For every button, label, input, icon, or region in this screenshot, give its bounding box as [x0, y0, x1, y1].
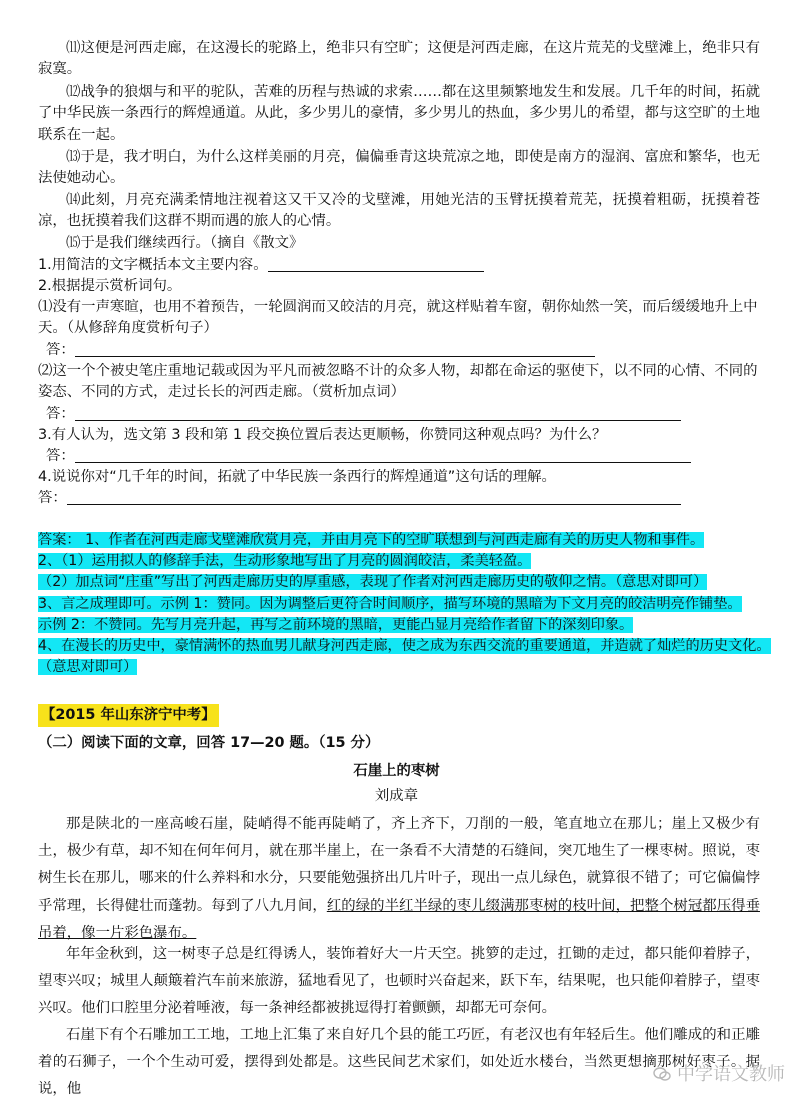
answer-key-line-4: 3、言之成理即可。示例 1：赞同。因为调整后更符合时间顺序，描写环境的黑暗为下文月亮的皎洁明亮作铺垫。 — [38, 596, 742, 612]
article-paragraph-2: 年年金秋到，这一树枣子总是红得诱人，装饰着好大一片天空。挑箩的走过，扛锄的走过，都只能仰着脖子，望枣兴叹；城里人颠簸着汽车前来旅游，猛地看见了，也顿时兴奋起来，跃下车，结果呢，也只能仰着脖子，望枣兴叹。他们口腔里分泌着唾液，每一条神经都被挑逗得打着颤颤，却都无可奈何。 — [38, 946, 760, 1017]
answer-key-line-1: 答案： 1、作者在河西走廊戈壁滩欣赏月亮，并由月亮下的空旷联想到与河西走廊有关的历史人物和事件。 — [38, 532, 705, 548]
answer-label: 答： — [46, 448, 75, 464]
underlined-sentence: 红的绿的半红半绿的枣儿缀满那枣树的枝叶间，把整个树冠都压得垂吊着，像一片彩色瀑布。 — [38, 897, 760, 941]
answer-blank-4[interactable] — [67, 488, 681, 505]
paragraph-14: ⒁此刻，月亮充满柔情地注视着这又干又冷的戈壁滩，用她光洁的玉臂抚摸着荒芜，抚摸着粗砺，抚摸着苍凉，也抚摸着我们这群不期而遇的旅人的心情。 — [38, 192, 760, 230]
question-1 — [38, 255, 760, 276]
paragraph-13: ⒀于是，我才明白，为什么这样美丽的月亮，偏偏垂青这块荒凉之地，即使是南方的湿润、富庶和繁华，也无法使她动心。 — [38, 149, 760, 187]
paragraph-11: ⑾这便是河西走廊，在这漫长的驼路上，绝非只有空旷；这便是河西走廊，在这片荒芜的戈壁滩上，绝非只有寂寞。 — [38, 40, 760, 78]
answer-line-2-1 — [46, 340, 768, 361]
answer-blank-2-1[interactable] — [75, 340, 595, 357]
watermark — [653, 1064, 785, 1085]
article-paragraph-1: 那是陕北的一座高峻石崖，陡峭得不能再陡峭了，齐上齐下，刀削的一般，笔直地立在那儿；崖上又极少有土，极少有草，却不知在何年何月，就在那半崖上，在一条看不大清楚的石缝间，突兀地生了一棵枣树。照说，枣树生长在那儿，哪来的什么养料和水分，只要能勉强挤出几片叶子，现出一点儿绿色，就算很不错了；可它偏偏悖乎常理，长得健壮而蓬勃。每到了八九月间，红的绿的半红半绿的枣儿缀满那枣树的枝叶间，把整个树冠都压得垂吊着，像一片彩色瀑布。 — [38, 816, 760, 941]
question-3: 3.有人认为，选文第 3 段和第 1 段交换位置后表达更顺畅，你赞同这种观点吗？为什么？ — [38, 427, 607, 443]
question-2-2: ⑵这一个个被史笔庄重地记载或因为平凡而被忽略不计的众多人物，却都在命运的驱使下，以不同的心情、不同的姿态、不同的方式，走过长长的河西走廊。（赏析加点词） — [38, 363, 758, 401]
article-paragraph-3: 石崖下有个石雕加工工地，工地上汇集了来自好几个县的能工巧匠，有老汉也有年轻后生。他们雕成的和正雕着的石狮子，一个个生动可爱，摆得到处都是。这些民间艺术家们，如处近水楼台，当然更想摘那树好枣子。据说，他 — [38, 1027, 760, 1098]
answer-key-line-3: （2）加点词“庄重”写出了河西走廊历史的厚重感，表现了作者对河西走廊历史的敬仰之情。（意思对即可） — [38, 574, 708, 590]
section-instruction: （二）阅读下面的文章，回答 17—20 题。（15 分） — [38, 735, 380, 751]
answer-key-line-5: 示例 2：不赞同。先写月亮升起，再写之前环境的黑暗，更能凸显月亮给作者留下的深刻印象。 — [38, 617, 634, 633]
wechat-icon — [653, 1066, 671, 1082]
article-author: 刘成章 — [374, 788, 419, 804]
answer-label: 答： — [46, 342, 75, 358]
paragraph-15: ⒂于是我们继续西行。（摘自《散文》 — [66, 235, 304, 251]
answer-label: 答： — [38, 490, 67, 506]
answer-line-4 — [38, 488, 760, 509]
answer-blank-3[interactable] — [75, 446, 691, 463]
answer-label: 答： — [46, 406, 75, 422]
question-4: 4.说说你对“几千年的时间，拓就了中华民族一条西行的辉煌通道”这句话的理解。 — [38, 469, 556, 485]
answer-line-3 — [46, 446, 768, 467]
answer-line-2-2 — [46, 404, 768, 425]
question-2-1: ⑴没有一声寒暄，也用不着预告，一轮圆润而又皎洁的月亮，就这样贴着车窗，朝你灿然一笑，而后缓缓地升上中天。（从修辞角度赏析句子） — [38, 299, 758, 337]
answer-key-line-7: （意思对即可） — [38, 659, 138, 675]
answer-blank-2-2[interactable] — [75, 404, 681, 421]
answer-blank-1[interactable] — [268, 255, 484, 272]
source-tag: 【2015 年山东济宁中考】 — [38, 704, 219, 727]
answer-key-line-2: 2、（1）运用拟人的修辞手法，生动形象地写出了月亮的圆润皎洁，柔美轻盈。 — [38, 553, 532, 569]
question-2: 2.根据提示赏析词句。 — [38, 278, 182, 294]
question-1-text: 1.用简洁的文字概括本文主要内容。 — [38, 257, 268, 273]
answer-key-line-6: 4、在漫长的历史中，豪情满怀的热血男儿献身河西走廊，使之成为东西交流的重要通道，并造就了灿烂的历史文化。 — [38, 638, 771, 654]
article-title: 石崖上的枣树 — [353, 763, 440, 779]
paragraph-12: ⑿战争的狼烟与和平的驼队，苦难的历程与热诚的求索……都在这里频繁地发生和发展。几千年的时间，拓就了中华民族一条西行的辉煌通道。从此，多少男儿的豪情，多少男儿的热血，多少男儿的希望，都与这空旷的土地联系在一起。 — [38, 84, 760, 143]
watermark-text: 中学语文教师 — [677, 1063, 785, 1085]
